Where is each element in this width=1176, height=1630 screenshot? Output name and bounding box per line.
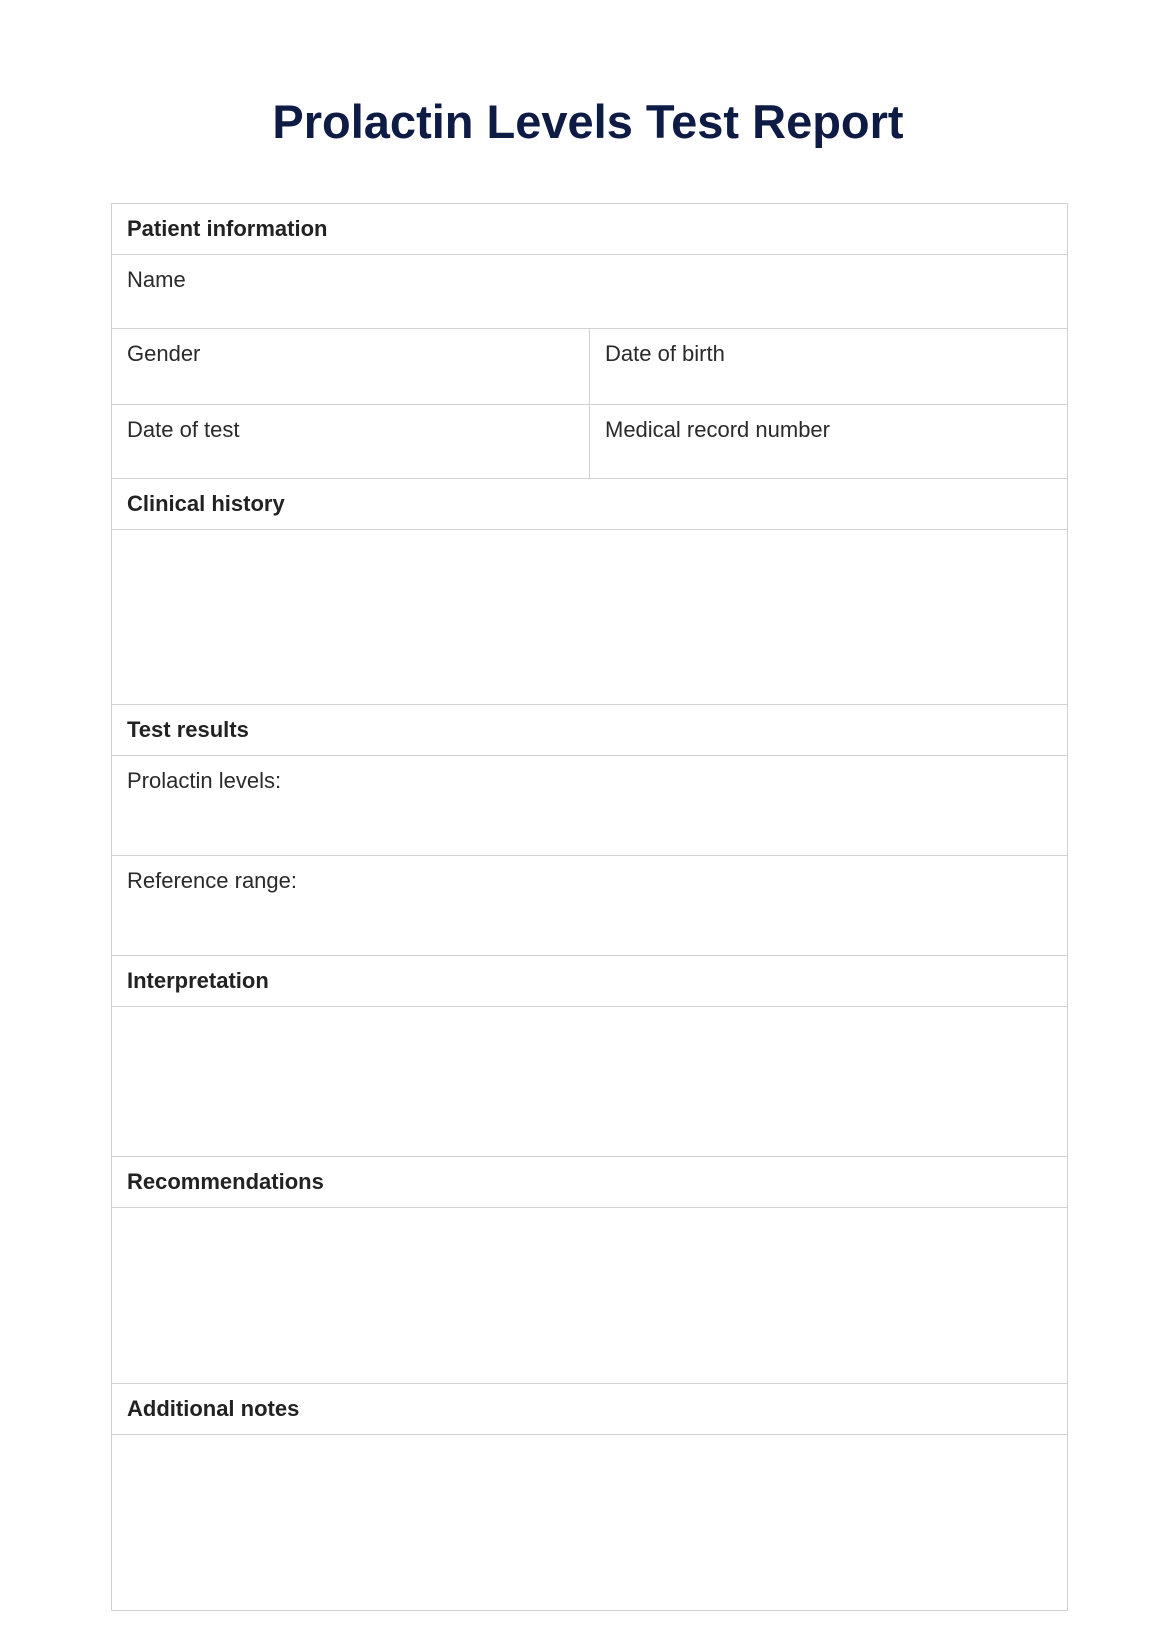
prolactin-levels-label: Prolactin levels: (127, 768, 282, 793)
clinical-history-heading: Clinical history (112, 479, 1068, 530)
date-of-test-field[interactable] (112, 405, 590, 479)
recommendations-heading: Recommendations (112, 1157, 1068, 1208)
name-row (112, 255, 1068, 329)
date-of-birth-field[interactable] (590, 329, 1068, 405)
test-results-heading: Test results (112, 705, 1068, 756)
recommendations-section (112, 1157, 1068, 1208)
additional-notes-field[interactable] (112, 1435, 1068, 1611)
clinical-history-field[interactable] (112, 530, 1068, 705)
name-label: Name (127, 267, 186, 292)
date-of-test-label: Date of test (127, 417, 240, 442)
interpretation-section (112, 956, 1068, 1007)
clinical-history-section (112, 479, 1068, 530)
interpretation-heading: Interpretation (112, 956, 1068, 1007)
reference-range-field[interactable] (112, 856, 1068, 956)
interpretation-field[interactable] (112, 1007, 1068, 1157)
interpretation-row (112, 1007, 1068, 1157)
medical-record-number-label: Medical record number (605, 417, 830, 442)
gender-field[interactable] (112, 329, 590, 405)
additional-notes-section (112, 1384, 1068, 1435)
patient-information-heading: Patient information (112, 204, 1068, 255)
reference-range-row (112, 856, 1068, 956)
recommendations-field[interactable] (112, 1208, 1068, 1384)
clinical-history-row (112, 530, 1068, 705)
page-title: Prolactin Levels Test Report (272, 95, 904, 148)
prolactin-levels-field[interactable] (112, 756, 1068, 856)
gender-dob-row (112, 329, 1068, 405)
reference-range-label: Reference range: (127, 868, 297, 893)
report-form (111, 203, 1068, 1611)
test-date-mrn-row (112, 405, 1068, 479)
recommendations-row (112, 1208, 1068, 1384)
additional-notes-row (112, 1435, 1068, 1611)
medical-record-number-field[interactable] (590, 405, 1068, 479)
prolactin-levels-row (112, 756, 1068, 856)
test-results-section (112, 705, 1068, 756)
gender-label: Gender (127, 341, 201, 366)
patient-information-section (112, 204, 1068, 255)
date-of-birth-label: Date of birth (605, 341, 725, 366)
additional-notes-heading: Additional notes (112, 1384, 1068, 1435)
name-field[interactable] (112, 255, 1068, 329)
